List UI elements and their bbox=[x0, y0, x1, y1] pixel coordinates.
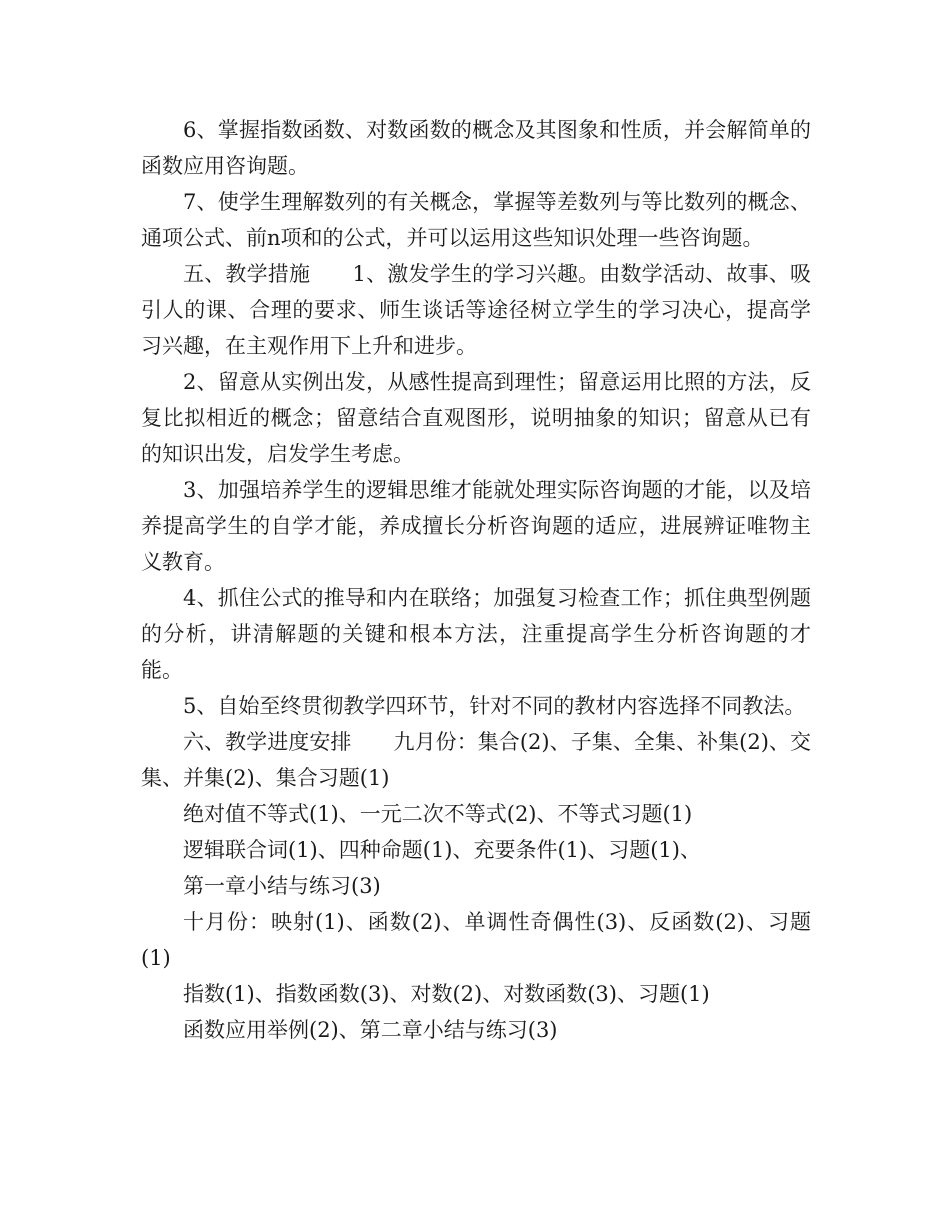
schedule-line-inequalities: 绝对值不等式(1)、一元二次不等式(2)、不等式习题(1) bbox=[183, 802, 693, 826]
paragraph-measure-2: 2、留意从实例出发，从感性提高到理性；留意运用比照的方法，反复比拟相近的概念；留意结合直观图形，说明抽象的知识；留意从已有的知识出发，启发学生考虑。 bbox=[141, 370, 811, 466]
schedule-line-logic: 逻辑联合词(1)、四种命题(1)、充要条件(1)、习题(1)、 bbox=[183, 838, 701, 862]
paragraph-schedule-september: 六、教学进度安排 九月份：集合(2)、子集、全集、补集(2)、交集、并集(2)、集合习题(1) bbox=[141, 730, 811, 790]
paragraph-item-7: 7、使学生理解数列的有关概念，掌握等差数列与等比数列的概念、通项公式、前n项和的公式，并可以运用这些知识处理一些咨询题。 bbox=[141, 190, 811, 250]
paragraph-measure-3: 3、加强培养学生的逻辑思维才能就处理实际咨询题的才能，以及培养提高学生的自学才能，养成擅长分析咨询题的适应，进展辨证唯物主义教育。 bbox=[141, 478, 811, 574]
schedule-line-exponents: 指数(1)、指数函数(3)、对数(2)、对数函数(3)、习题(1) bbox=[183, 982, 710, 1006]
paragraph-measure-5: 5、自始至终贯彻教学四环节，针对不同的教材内容选择不同教法。 bbox=[183, 694, 806, 718]
paragraph-schedule-october: 十月份：映射(1)、函数(2)、单调性奇偶性(3)、反函数(2)、习题(1) bbox=[141, 910, 811, 970]
paragraph-item-6: 6、掌握指数函数、对数函数的概念及其图象和性质，并会解简单的函数应用咨询题。 bbox=[141, 118, 811, 178]
document-body bbox=[141, 112, 811, 1048]
schedule-line-chapter1-summary: 第一章小结与练习(3) bbox=[183, 874, 381, 898]
paragraph-teaching-measures: 五、教学措施 1、激发学生的学习兴趣。由数学活动、故事、吸引人的课、合理的要求、师生谈话等途径树立学生的学习决心，提高学习兴趣，在主观作用下上升和进步。 bbox=[141, 262, 811, 358]
schedule-line-chapter2-summary: 函数应用举例(2)、第二章小结与练习(3) bbox=[183, 1018, 558, 1042]
paragraph-measure-4: 4、抓住公式的推导和内在联络；加强复习检查工作；抓住典型例题的分析，讲清解题的关键和根本方法，注重提高学生分析咨询题的才能。 bbox=[141, 586, 811, 682]
